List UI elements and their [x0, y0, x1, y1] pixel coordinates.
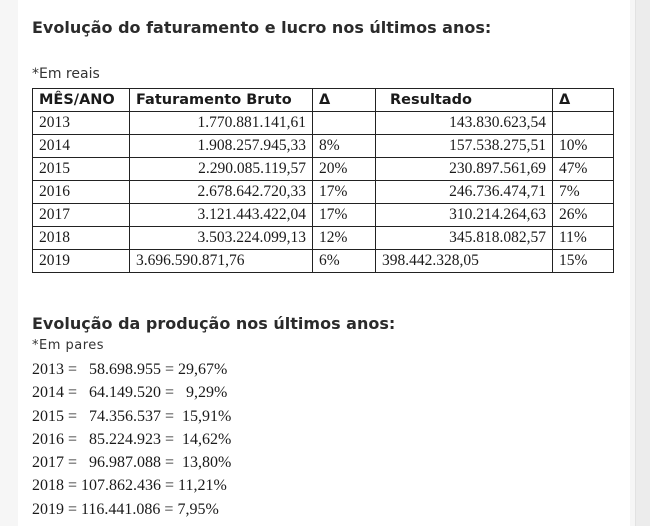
list-item: 2016 = 85.224.923 = 14,62% — [32, 430, 232, 448]
cell-delta-result: 47% — [553, 158, 614, 181]
header-year: MÊS/ANO — [33, 89, 130, 112]
table-header-row — [33, 89, 614, 112]
revenue-heading: Evolução do faturamento e lucro nos últimos anos: — [32, 18, 492, 37]
table-row — [33, 250, 614, 273]
cell-gross-revenue: 2.678.642.720,33 — [130, 181, 313, 204]
cell-year: 2018 — [33, 227, 130, 250]
header-gross-revenue: Faturamento Bruto — [130, 89, 313, 112]
table-row — [33, 112, 614, 135]
page-edge — [635, 0, 650, 526]
cell-gross-revenue: 3.121.443.422,04 — [130, 204, 313, 227]
cell-delta-revenue: 8% — [313, 135, 376, 158]
header-delta-result: Δ — [553, 89, 614, 112]
cell-year: 2014 — [33, 135, 130, 158]
list-item: 2013 = 58.698.955 = 29,67% — [32, 361, 228, 378]
cell-delta-result — [553, 112, 614, 135]
cell-result: 398.442.328,05 — [376, 250, 553, 273]
cell-gross-revenue: 2.290.085.119,57 — [130, 158, 313, 181]
cell-delta-revenue — [313, 112, 376, 135]
cell-delta-result: 26% — [553, 204, 614, 227]
list-item: 2019 = 116.441.086 = 7,95% — [32, 500, 219, 518]
cell-delta-result: 15% — [553, 250, 614, 273]
cell-year: 2017 — [33, 204, 130, 227]
production-unit-note: *Em pares — [32, 338, 105, 353]
list-item: 2015 = 74.356.537 = 15,91% — [32, 407, 232, 425]
content-card — [18, 0, 630, 526]
cell-result: 246.736.474,71 — [376, 181, 553, 204]
cell-delta-revenue: 17% — [313, 204, 376, 227]
cell-gross-revenue: 3.503.224.099,13 — [130, 227, 313, 250]
cell-gross-revenue: 1.908.257.945,33 — [130, 135, 313, 158]
revenue-table — [32, 88, 614, 273]
cell-result: 345.818.082,57 — [376, 227, 553, 250]
table-row — [33, 135, 614, 158]
cell-result: 143.830.623,54 — [376, 112, 553, 135]
list-item: 2018 = 107.862.436 = 11,21% — [32, 477, 227, 495]
cell-delta-revenue: 20% — [313, 158, 376, 181]
header-delta-revenue: Δ — [313, 89, 376, 112]
cell-delta-revenue: 12% — [313, 227, 376, 250]
header-result: Resultado — [376, 89, 553, 112]
table-row — [33, 158, 614, 181]
cell-result: 310.214.264,63 — [376, 204, 553, 227]
cell-delta-result: 11% — [553, 227, 614, 250]
cell-delta-revenue: 6% — [313, 250, 376, 273]
cell-delta-result: 10% — [553, 135, 614, 158]
cell-delta-result: 7% — [553, 181, 614, 204]
revenue-unit-note: *Em reais — [32, 66, 100, 82]
table-row — [33, 227, 614, 250]
table-row — [33, 204, 614, 227]
cell-gross-revenue: 1.770.881.141,61 — [130, 112, 313, 135]
table-row — [33, 181, 614, 204]
cell-result: 157.538.275,51 — [376, 135, 553, 158]
cell-year: 2013 — [33, 112, 130, 135]
production-heading: Evolução da produção nos últimos anos: — [32, 314, 396, 333]
list-item: 2017 = 96.987.088 = 13,80% — [32, 454, 232, 472]
cell-gross-revenue: 3.696.590.871,76 — [130, 250, 313, 273]
cell-result: 230.897.561,69 — [376, 158, 553, 181]
cell-year: 2015 — [33, 158, 130, 181]
cell-year: 2019 — [33, 250, 130, 273]
cell-year: 2016 — [33, 181, 130, 204]
list-item: 2014 = 64.149.520 = 9,29% — [32, 384, 228, 402]
production-list — [32, 358, 231, 521]
cell-delta-revenue: 17% — [313, 181, 376, 204]
